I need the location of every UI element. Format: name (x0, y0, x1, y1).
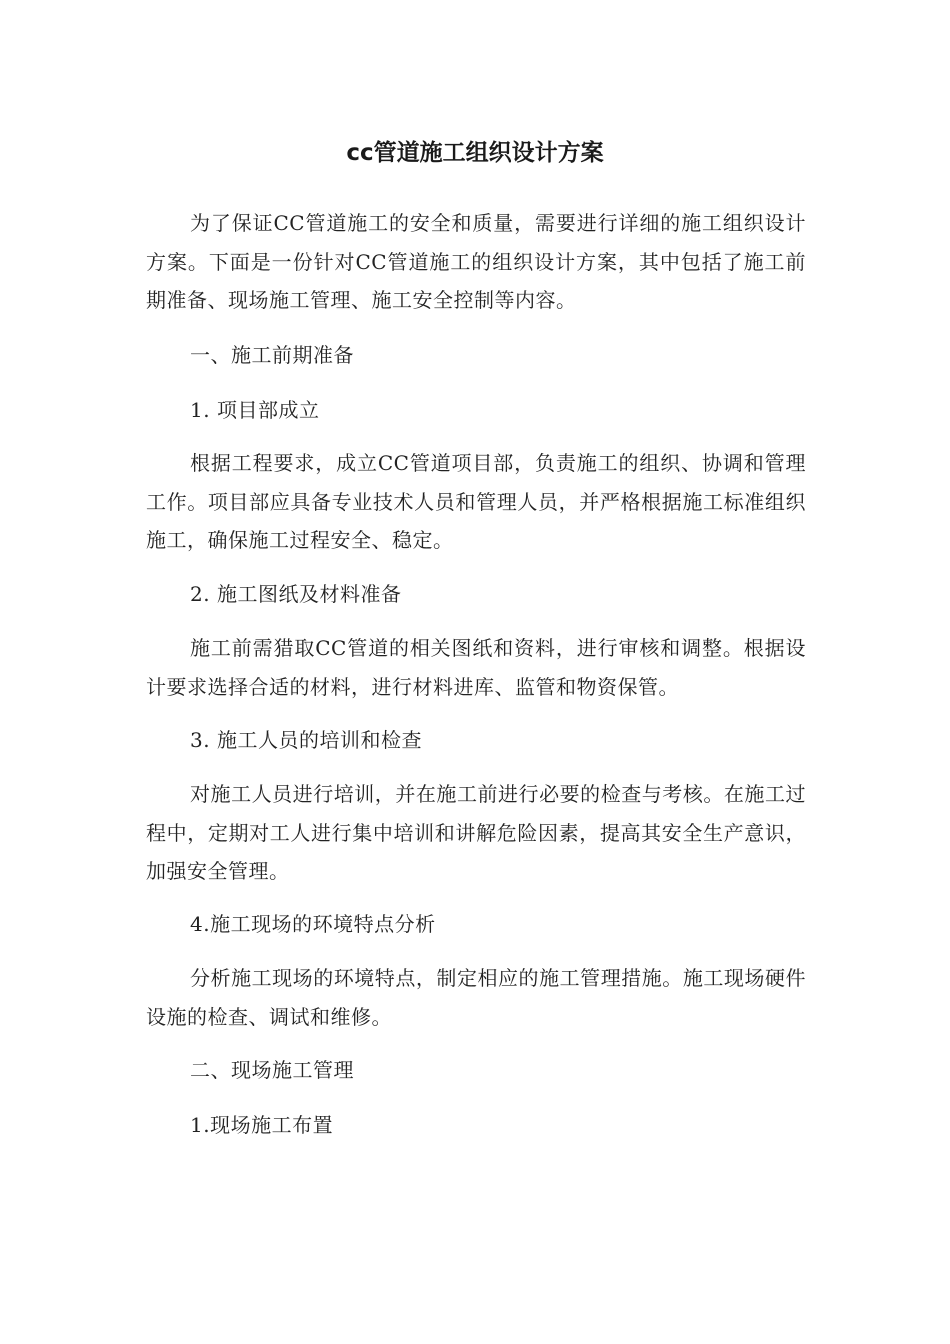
document-title: cc管道施工组织设计方案 (346, 140, 604, 166)
intro-paragraph: 为了保证CC管道施工的安全和质量，需要进行详细的施工组织设计方案。下面是一份针对CC管道施工的组织设计方案，其中包括了施工前期准备、现场施工管理、施工安全控制等内容。 (146, 211, 806, 312)
item-heading-drawings-materials: 2. 施工图纸及材料准备 (190, 582, 402, 606)
section-heading-site-management: 二、现场施工管理 (190, 1058, 354, 1082)
item-paragraph-drawings-materials: 施工前需猎取CC管道的相关图纸和资料，进行审核和调整。根据设计要求选择合适的材料，进行材料进库、监管和物资保管。 (146, 636, 806, 699)
item-heading-site-layout: 1.现场施工布置 (190, 1113, 334, 1137)
item-paragraph-personnel-training: 对施工人员进行培训，并在施工前进行必要的检查与考核。在施工过程中，定期对工人进行集中培训和讲解危险因素，提高其安全生产意识，加强安全管理。 (146, 782, 806, 883)
item-paragraph-site-environment: 分析施工现场的环境特点，制定相应的施工管理措施。施工现场硬件设施的检查、调试和维修。 (146, 966, 806, 1029)
item-paragraph-project-department: 根据工程要求，成立CC管道项目部，负责施工的组织、协调和管理工作。项目部应具备专业技术人员和管理人员，并严格根据施工标准组织施工，确保施工过程安全、稳定。 (146, 451, 806, 552)
item-heading-site-environment: 4.施工现场的环境特点分析 (190, 912, 436, 936)
item-heading-project-department: 1. 项目部成立 (190, 398, 320, 422)
section-heading-preparation: 一、施工前期准备 (190, 343, 354, 367)
item-heading-personnel-training: 3. 施工人员的培训和检查 (190, 728, 422, 752)
